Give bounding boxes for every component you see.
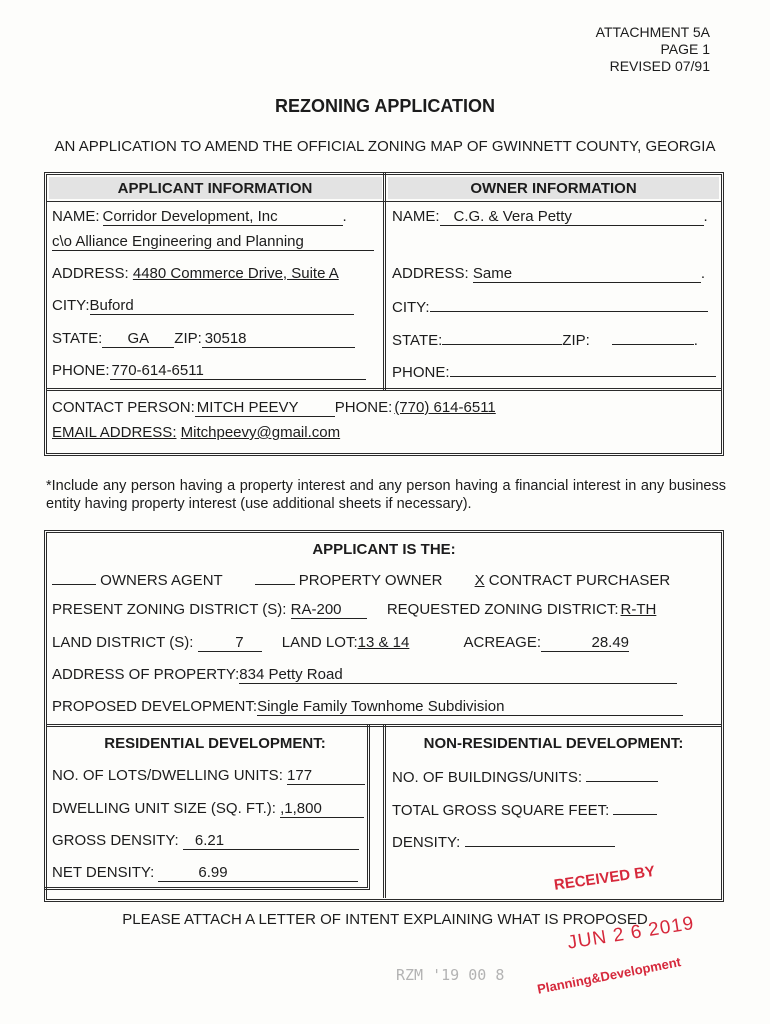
applicant-name-label: NAME: <box>52 208 100 225</box>
page-title: REZONING APPLICATION <box>275 96 495 116</box>
property-owner-option: PROPERTY OWNER <box>298 572 443 589</box>
land-lot-value: 13 & 14 <box>357 634 410 651</box>
applicant-state-zip-field <box>52 330 355 348</box>
land-district-label: LAND DISTRICT (S): <box>52 634 194 651</box>
unit-size-value: ,1,800 <box>280 800 364 818</box>
owner-address-label: ADDRESS: <box>392 265 469 282</box>
received-date-stamp: JUN 2 6 2019 <box>566 912 696 954</box>
owner-address-value: Same <box>473 265 701 283</box>
owner-phone-field <box>392 362 716 381</box>
owner-state-blank <box>442 330 562 345</box>
gross-sqft-blank <box>613 800 657 815</box>
applicant-address-value: 4480 Commerce Drive, Suite A <box>132 265 339 282</box>
applicant-name2-value: c\o Alliance Engineering and Planning <box>52 233 374 251</box>
gross-density-field <box>52 832 359 850</box>
owner-zip-label: ZIP: <box>562 332 590 349</box>
owner-name-field: NAME: C.G. & Vera Petty . <box>392 208 708 225</box>
zoning-row <box>52 601 656 619</box>
buildings-label: NO. OF BUILDINGS/UNITS: <box>392 769 583 786</box>
attachment-label: ATTACHMENT 5A <box>595 24 710 40</box>
gross-density-value: 6.21 <box>183 832 359 850</box>
contact-email-field <box>52 424 340 441</box>
land-row <box>52 634 629 652</box>
property-address-label: ADDRESS OF PROPERTY: <box>52 666 240 683</box>
owner-zip-blank <box>612 330 694 345</box>
gross-sqft-label: TOTAL GROSS SQUARE FEET: <box>392 802 610 819</box>
applicant-info-heading: APPLICANT INFORMATION <box>117 180 313 197</box>
density-field <box>392 832 615 851</box>
owner-city-blank <box>430 297 708 312</box>
contact-email-value: Mitchpeevy@gmail.com <box>180 424 341 441</box>
nonresidential-heading: NON-RESIDENTIAL DEVELOPMENT: <box>423 735 684 752</box>
unit-size-field <box>52 800 364 818</box>
present-zoning-value: RA-200 <box>291 601 367 619</box>
density-blank <box>465 832 615 847</box>
land-lot-label: LAND LOT: <box>281 634 358 651</box>
applicant-role-row <box>52 570 670 589</box>
contact-email-label: EMAIL ADDRESS: <box>52 424 177 441</box>
applicant-city-field <box>52 297 354 315</box>
property-owner-blank <box>255 570 295 585</box>
buildings-field <box>392 767 658 786</box>
owner-name-label: NAME: <box>392 208 440 225</box>
proposed-development-field <box>52 698 683 716</box>
lots-label: NO. OF LOTS/DWELLING UNITS: <box>52 767 283 784</box>
contact-phone-label: PHONE: <box>334 399 393 416</box>
proposed-development-label: PROPOSED DEVELOPMENT: <box>52 698 258 715</box>
applicant-name-value: Corridor Development, Inc <box>103 208 343 226</box>
heading-rule <box>47 201 721 202</box>
owners-agent-option: OWNERS AGENT <box>100 572 223 589</box>
lots-value: 177 <box>287 767 365 785</box>
owner-phone-label: PHONE: <box>392 364 450 381</box>
applicant-phone-value: 770-614-6511 <box>110 362 366 380</box>
contract-purchaser-option: CONTRACT PURCHASER <box>488 572 671 589</box>
contact-phone-value: (770) 614-6511 <box>394 399 496 416</box>
requested-zoning-label: REQUESTED ZONING DISTRICT: <box>386 601 619 618</box>
property-address-field <box>52 666 677 684</box>
property-address-value: 834 Petty Road <box>239 666 677 684</box>
acreage-label: ACREAGE: <box>463 634 542 651</box>
property-interest-note: *Include any person having a property interest and any person having a financial interest in any business entity having property interest (use additional sheets if necessary). <box>46 478 726 512</box>
contact-person-field <box>52 399 496 417</box>
applicant-name2-field <box>52 233 374 251</box>
received-stamp: RECEIVED BY <box>553 862 657 894</box>
applicant-address-label: ADDRESS: <box>52 265 129 282</box>
net-density-field <box>52 864 358 882</box>
net-density-value: 6.99 <box>158 864 358 882</box>
applicant-owner-divider <box>383 172 386 390</box>
applicant-phone-label: PHONE: <box>52 362 110 379</box>
buildings-blank <box>586 767 658 782</box>
applicant-state-label: STATE: <box>52 330 103 347</box>
applicant-zip-value: 30518 <box>202 330 355 348</box>
net-density-label: NET DENSITY: <box>52 864 155 881</box>
applicant-phone-field <box>52 362 366 380</box>
document-header <box>596 24 710 75</box>
gross-density-label: GROSS DENSITY: <box>52 832 179 849</box>
contact-person-label: CONTACT PERSON: <box>52 399 195 416</box>
owner-name-value: C.G. & Vera Petty <box>440 208 704 226</box>
density-label: DENSITY: <box>392 834 461 851</box>
applicant-zip-label: ZIP: <box>174 330 202 347</box>
revised-label: REVISED 07/91 <box>609 58 710 74</box>
owner-state-label: STATE: <box>392 332 443 349</box>
page-label: PAGE 1 <box>660 41 710 57</box>
unit-size-label: DWELLING UNIT SIZE (SQ. FT.): <box>52 800 276 817</box>
residential-heading: RESIDENTIAL DEVELOPMENT: <box>104 735 326 752</box>
land-district-value: 7 <box>198 634 262 652</box>
owner-state-zip-field: STATE: ZIP: . <box>392 332 698 349</box>
present-zoning-label: PRESENT ZONING DISTRICT (S): <box>52 601 287 618</box>
contract-purchaser-mark: X <box>474 572 485 589</box>
owner-info-heading: OWNER INFORMATION <box>470 180 637 197</box>
applicant-is-heading: APPLICANT IS THE: <box>312 541 456 558</box>
letter-of-intent-note: PLEASE ATTACH A LETTER OF INTENT EXPLAINING WHAT IS PROPOSED <box>122 911 648 928</box>
applicant-address-field <box>52 265 339 282</box>
owner-address-field: ADDRESS: Same . <box>392 265 706 282</box>
case-number: RZM '19 00 8 <box>396 966 505 984</box>
lots-field <box>52 767 365 785</box>
owners-agent-blank <box>52 570 96 585</box>
applicant-name-field: NAME: Corridor Development, Inc . <box>52 208 347 225</box>
proposed-development-value: Single Family Townhome Subdivision <box>257 698 683 716</box>
contact-person-value: MITCH PEEVY <box>195 399 335 417</box>
gross-sqft-field <box>392 800 657 819</box>
applicant-state-value: GA <box>102 330 174 348</box>
owner-city-label: CITY: <box>392 299 430 316</box>
owner-phone-blank <box>450 362 716 377</box>
requested-zoning-value: R-TH <box>620 601 657 618</box>
page-subtitle: AN APPLICATION TO AMEND THE OFFICIAL ZONING MAP OF GWINNETT COUNTY, GEORGIA <box>54 138 716 155</box>
applicant-city-value: Buford <box>90 297 354 315</box>
department-stamp: Planning&Development <box>536 954 683 997</box>
acreage-value: 28.49 <box>541 634 629 652</box>
applicant-city-label: CITY: <box>52 297 90 314</box>
contact-divider <box>47 388 721 391</box>
owner-city-field <box>392 297 708 316</box>
